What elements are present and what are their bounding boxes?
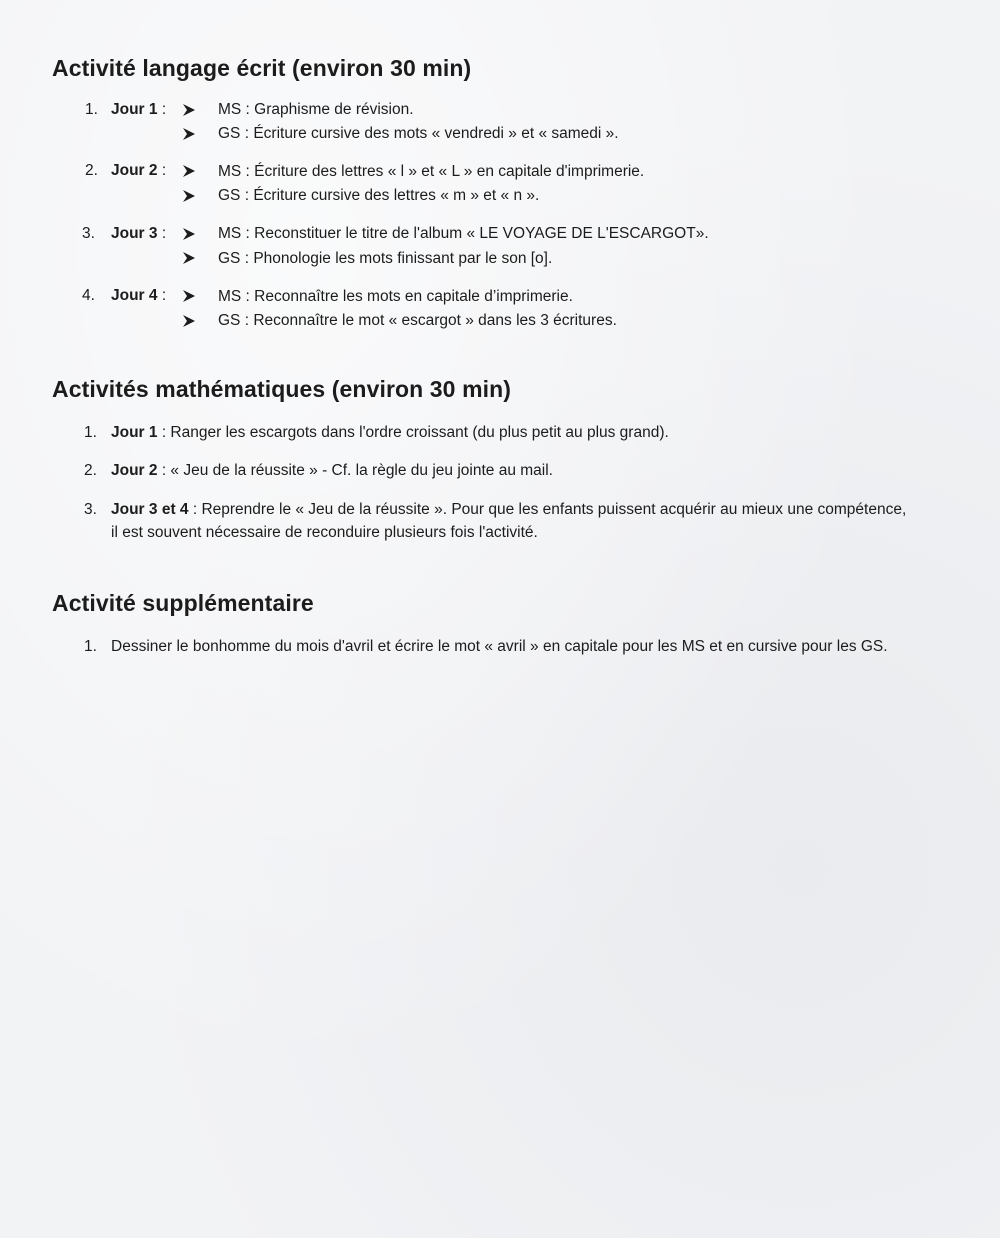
list-number: 3. (84, 501, 97, 518)
arrow-bullet-icon (182, 251, 196, 265)
list-item-text: Jour 1 : Ranger les escargots dans l'ordre croissant (du plus petit au plus grand). (111, 424, 669, 441)
list-item-text: MS : Reconnaître les mots en capitale d’imprimerie. (218, 288, 573, 305)
list-item-text: Jour 3 et 4 : Reprendre le « Jeu de la réussite ». Pour que les enfants puissent acquérir au mieux une compétence, (111, 501, 907, 518)
list-item-text: GS : Écriture cursive des lettres « m » et « n ». (218, 187, 540, 204)
list-number: 3. (82, 225, 95, 242)
list-item-text: GS : Phonologie les mots finissant par le son [o]. (218, 250, 553, 267)
list-item-text: MS : Reconstituer le titre de l'album « LE VOYAGE DE L'ESCARGOT». (218, 225, 709, 242)
section-title-mathematiques: Activités mathématiques (environ 30 min) (52, 376, 512, 402)
arrow-bullet-icon (182, 103, 196, 117)
list-item-text: GS : Écriture cursive des mots « vendredi » et « samedi ». (218, 125, 619, 142)
day-label: Jour 4 : (111, 287, 167, 304)
arrow-bullet-icon (182, 189, 196, 203)
list-item-text: Jour 2 : « Jeu de la réussite » - Cf. la règle du jeu jointe au mail. (111, 462, 553, 479)
list-number: 2. (85, 162, 98, 179)
day-label: Jour 1 : (111, 101, 167, 118)
list-number: 4. (82, 287, 95, 304)
day-label: Jour 3 : (111, 225, 167, 242)
arrow-bullet-icon (182, 164, 196, 178)
list-item-text: MS : Écriture des lettres « l » et « L » en capitale d'imprimerie. (218, 163, 645, 180)
day-label: Jour 2 : (111, 162, 167, 179)
list-item-text: GS : Reconnaître le mot « escargot » dans les 3 écritures. (218, 312, 617, 329)
list-item-text: MS : Graphisme de révision. (218, 101, 414, 118)
list-number: 1. (84, 424, 97, 441)
list-item-text-continued: il est souvent nécessaire de reconduire plusieurs fois l'activité. (111, 524, 538, 541)
section-title-langage-ecrit: Activité langage écrit (environ 30 min) (52, 55, 472, 81)
arrow-bullet-icon (182, 289, 196, 303)
list-number: 2. (84, 462, 97, 479)
list-item-text: Dessiner le bonhomme du mois d'avril et écrire le mot « avril » en capitale pour les MS et en cursive pour les GS. (111, 638, 888, 655)
arrow-bullet-icon (182, 227, 196, 241)
arrow-bullet-icon (182, 314, 196, 328)
list-number: 1. (85, 101, 98, 118)
section-title-supplementaire: Activité supplémentaire (52, 590, 314, 616)
list-number: 1. (84, 638, 97, 655)
arrow-bullet-icon (182, 127, 196, 141)
